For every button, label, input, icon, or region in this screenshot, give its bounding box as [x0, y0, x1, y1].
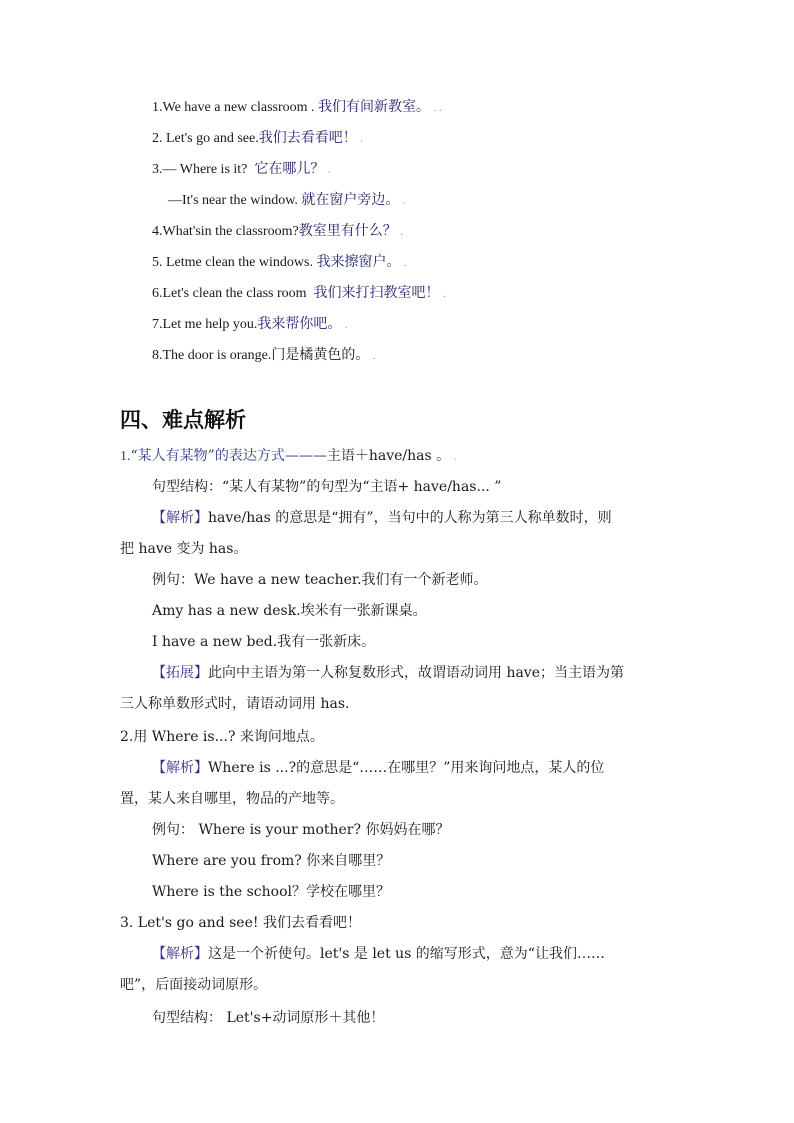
point2-example-1: 例句： Where is your mother? 你妈妈在哪？: [152, 822, 450, 838]
sentence-8: 8.The door is orange.门是橘黄色的。 .: [152, 347, 376, 363]
sentence-8-en-text: 8.The door is orange.: [152, 348, 272, 363]
sentence-3b-zh: 就在窗户旁边。: [301, 192, 400, 208]
analysis-tag: 【解析】: [152, 760, 208, 776]
point1-title-num: 1.: [120, 449, 131, 464]
analysis-tag: 【解析】: [152, 946, 208, 962]
point2-example-2: Where are you from? 你来自哪里？: [152, 853, 391, 869]
sentence-3-en: 3.— Where is it?: [152, 162, 248, 177]
point3-analysis-line1: [152, 944, 605, 964]
sentence-4-en: 4.What'sin the classroom?: [152, 224, 299, 239]
point3-title: 3. Let's go and see! 我们去看看吧！: [120, 915, 361, 931]
sentence-1: 1.We have a new classroom . 我们有间新教室。 . .: [152, 99, 442, 115]
sentence-6-en: 6.Let's clean the class room: [152, 286, 307, 301]
sentence-6: 6.Let's clean the class room 我们来打扫教室吧！ .: [152, 285, 446, 301]
point1-title-rest: 主语＋have/has 。: [326, 448, 451, 464]
point2-title: 2.用 Where is...? 来询问地点。: [120, 729, 324, 745]
sentence-5-en: 5. Letme clean the windows.: [152, 255, 313, 270]
point2-analysis-text1: Where is ...?的意思是“……在哪里？”用来询问地点，某人的位: [208, 760, 605, 776]
sentence-1-zh: 我们有间新教室。: [318, 99, 431, 115]
sentence-3-zh: 它在哪儿？: [254, 161, 325, 177]
point1-analysis-line2: 把 have 变为 has。: [120, 541, 248, 557]
sentence-2: 2. Let's go and see.我们去看看吧！ .: [152, 130, 363, 146]
point2-analysis-line2: 置，某人来自哪里，物品的产地等。: [120, 791, 344, 807]
point1-extend-text1: 此向中主语为第一人称复数形式，故谓语动词用 have；当主语为第: [208, 665, 625, 681]
point1-example-3: I have a new bed.我有一张新床。: [152, 634, 376, 650]
sentence-2-zh: 我们去看看吧！: [258, 130, 357, 146]
sentence-5-zh: 我来擦窗户。: [316, 254, 401, 270]
point2-example-3: Where is the school？学校在哪里？: [152, 884, 390, 900]
section-heading: 四、难点解析: [120, 408, 246, 432]
point1-extend-line2: 三人称单数形式时，请语动词用 has.: [120, 696, 350, 712]
point1-analysis-text1: have/has 的意思是“拥有”，当句中的人称为第三人称单数时，则: [208, 510, 612, 526]
sentence-7-zh: 我来帮你吧。: [257, 316, 342, 332]
sentence-2-en: 2. Let's go and see.: [152, 131, 259, 146]
sentence-3b: —It's near the window. 就在窗户旁边。 .: [168, 192, 406, 208]
extend-tag: 【拓展】: [152, 665, 208, 681]
point2-analysis-line1: [152, 758, 604, 778]
sentence-4-zh: 教室里有什么？: [298, 223, 397, 239]
sentence-6-zh: 我们来打扫教室吧！: [313, 285, 440, 301]
point1-analysis-line1: [152, 508, 612, 528]
sentence-1-en: 1.We have a new classroom .: [152, 100, 315, 115]
sentence-3b-en: —It's near the window.: [168, 193, 298, 208]
point1-title-quote: “某人有某物”的表达方式———: [130, 448, 327, 464]
point1-example-2: Amy has a new desk.埃米有一张新课桌。: [152, 603, 427, 619]
sentence-5: 5. Letme clean the windows. 我来擦窗户。 .: [152, 254, 407, 270]
point3-analysis-line2: 吧”，后面接动词原形。: [120, 977, 268, 993]
point3-analysis-text1: 这是一个祈使句。let's 是 let us 的缩写形式，意为“让我们……: [208, 946, 605, 962]
point1-title: 1.“某人有某物”的表达方式———主语＋have/has 。 .: [120, 448, 457, 464]
sentence-3: 3.— Where is it? 它在哪儿？ .: [152, 161, 331, 177]
analysis-tag: 【解析】: [152, 510, 208, 526]
sentence-4: 4.What'sin the classroom?教室里有什么？ .: [152, 223, 404, 239]
point1-structure: 句型结构：“某人有某物”的句型为“主语+ have/has... ”: [152, 479, 502, 495]
sentence-7: 7.Let me help you.我来帮你吧。 .: [152, 316, 348, 332]
sentence-7-en: 7.Let me help you.: [152, 317, 258, 332]
point3-structure: 句型结构： Let's+动词原形＋其他！: [152, 1010, 385, 1026]
sentence-8-zh: 门是橘黄色的。: [271, 347, 370, 363]
point1-extend-line1: [152, 663, 624, 683]
point1-example-1: 例句：We have a new teacher.我们有一个新老师。: [152, 572, 488, 588]
